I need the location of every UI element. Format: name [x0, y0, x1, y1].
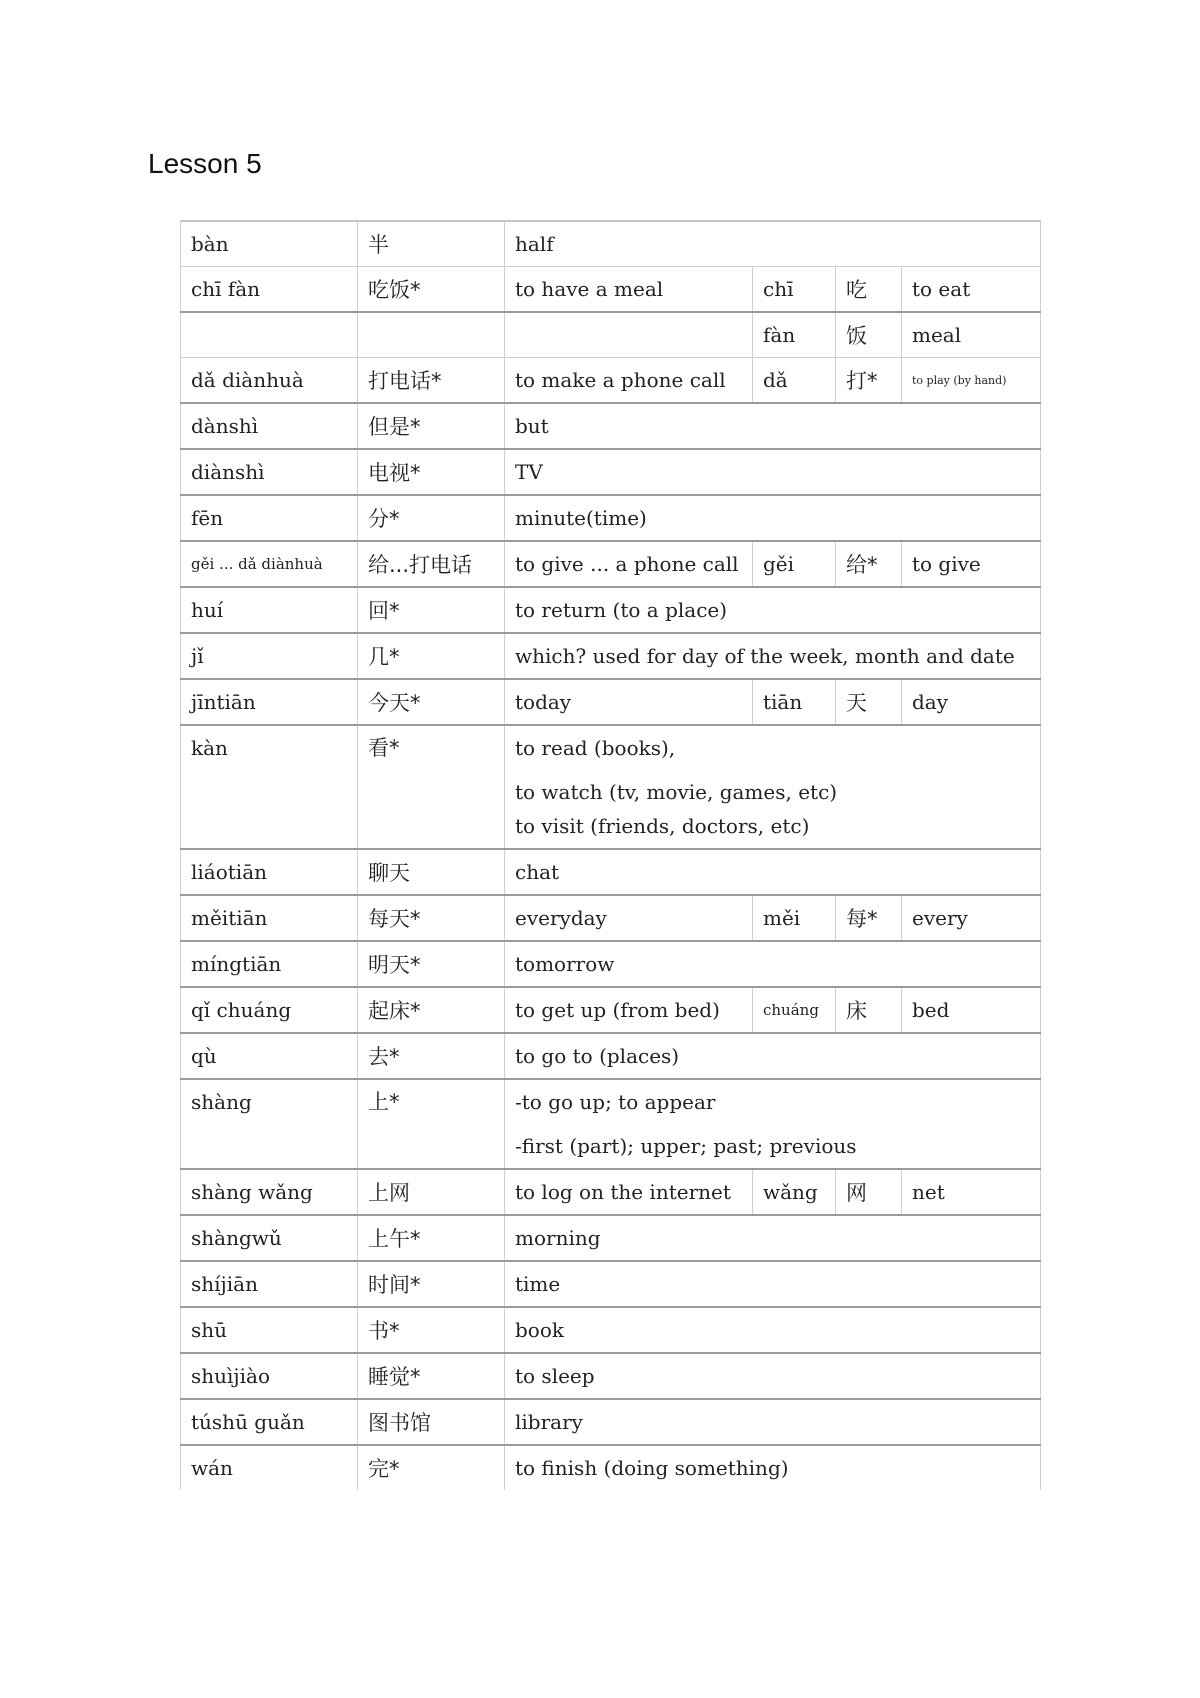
english-cell: to go to (places) — [505, 1033, 1041, 1079]
pinyin-cell: míngtiān — [181, 941, 358, 987]
table-row — [181, 895, 1041, 941]
hanzi-cell: 上午* — [358, 1215, 505, 1261]
sub-english-cell: to eat — [902, 267, 1041, 313]
table-row — [181, 1399, 1041, 1445]
hanzi-cell: 每天* — [358, 895, 505, 941]
english-cell: half — [505, 221, 1041, 267]
hanzi-cell: 起床* — [358, 987, 505, 1033]
english-cell: to return (to a place) — [505, 587, 1041, 633]
hanzi-cell: 回* — [358, 587, 505, 633]
pinyin-cell: jīntiān — [181, 679, 358, 725]
pinyin-text: kàn — [191, 736, 228, 760]
sub-pinyin-cell: wǎng — [753, 1169, 836, 1215]
hanzi-cell: 几* — [358, 633, 505, 679]
table-row — [181, 1261, 1041, 1307]
hanzi-cell: 给...打电话 — [358, 541, 505, 587]
table-row — [181, 587, 1041, 633]
pinyin-cell: huí — [181, 587, 358, 633]
english-cell: TV — [505, 449, 1041, 495]
sub-english-cell: day — [902, 679, 1041, 725]
english-line: to read (books), — [515, 736, 676, 760]
table-row — [181, 1445, 1041, 1490]
english-cell — [505, 1079, 1041, 1169]
table-row — [181, 1307, 1041, 1353]
sub-hanzi-cell: 饭 — [836, 312, 902, 358]
table-row — [181, 941, 1041, 987]
english-cell: today — [505, 679, 753, 725]
sub-hanzi-cell: 给* — [836, 541, 902, 587]
table-row — [181, 221, 1041, 267]
table-row — [181, 495, 1041, 541]
english-cell: to get up (from bed) — [505, 987, 753, 1033]
hanzi-cell: 分* — [358, 495, 505, 541]
english-line: to visit (friends, doctors, etc) — [515, 814, 810, 838]
table-row — [181, 267, 1041, 313]
pinyin-cell: bàn — [181, 221, 358, 267]
sub-english-cell: meal — [902, 312, 1041, 358]
pinyin-cell: qǐ chuáng — [181, 987, 358, 1033]
english-cell: which? used for day of the week, month and date — [505, 633, 1041, 679]
table-row — [181, 449, 1041, 495]
sub-hanzi-cell: 每* — [836, 895, 902, 941]
table-row — [181, 312, 1041, 358]
sub-hanzi-cell: 打* — [836, 358, 902, 404]
table-row — [181, 1169, 1041, 1215]
pinyin-cell — [181, 725, 358, 849]
pinyin-cell: túshū guǎn — [181, 1399, 358, 1445]
table-row — [181, 849, 1041, 895]
table-row — [181, 1033, 1041, 1079]
empty-cell — [181, 312, 358, 358]
pinyin-cell: dǎ diànhuà — [181, 358, 358, 404]
pinyin-cell: měitiān — [181, 895, 358, 941]
hanzi-cell: 吃饭* — [358, 267, 505, 313]
table-row — [181, 987, 1041, 1033]
english-cell: to make a phone call — [505, 358, 753, 404]
hanzi-cell: 电视* — [358, 449, 505, 495]
sub-english-cell: every — [902, 895, 1041, 941]
english-cell: minute(time) — [505, 495, 1041, 541]
sub-pinyin-cell: fàn — [753, 312, 836, 358]
sub-pinyin-cell: tiān — [753, 679, 836, 725]
pinyin-cell: shíjiān — [181, 1261, 358, 1307]
table-row — [181, 403, 1041, 449]
english-cell: morning — [505, 1215, 1041, 1261]
hanzi-cell: 打电话* — [358, 358, 505, 404]
english-cell: library — [505, 1399, 1041, 1445]
pinyin-cell: shàngwǔ — [181, 1215, 358, 1261]
sub-pinyin-cell: měi — [753, 895, 836, 941]
pinyin-cell: fēn — [181, 495, 358, 541]
hanzi-cell: 半 — [358, 221, 505, 267]
english-cell: everyday — [505, 895, 753, 941]
pinyin-cell: wán — [181, 1445, 358, 1490]
english-line: to watch (tv, movie, games, etc) — [515, 780, 838, 804]
hanzi-cell: 但是* — [358, 403, 505, 449]
table-row — [181, 633, 1041, 679]
pinyin-cell: jǐ — [181, 633, 358, 679]
english-cell: to log on the internet — [505, 1169, 753, 1215]
pinyin-cell: shàng wǎng — [181, 1169, 358, 1215]
hanzi-cell: 时间* — [358, 1261, 505, 1307]
pinyin-cell: shuìjiào — [181, 1353, 358, 1399]
sub-hanzi-cell: 网 — [836, 1169, 902, 1215]
table-row — [181, 541, 1041, 587]
english-cell: time — [505, 1261, 1041, 1307]
pinyin-cell: chī fàn — [181, 267, 358, 313]
english-cell: but — [505, 403, 1041, 449]
sub-hanzi-cell: 吃 — [836, 267, 902, 313]
pinyin-cell: qù — [181, 1033, 358, 1079]
english-cell: to give ... a phone call — [505, 541, 753, 587]
pinyin-cell: gěi ... dǎ diànhuà — [181, 541, 358, 587]
sub-hanzi-cell: 床 — [836, 987, 902, 1033]
hanzi-cell: 上网 — [358, 1169, 505, 1215]
table-row — [181, 1079, 1041, 1169]
english-cell: to finish (doing something) — [505, 1445, 1041, 1490]
pinyin-cell: dànshì — [181, 403, 358, 449]
hanzi-cell: 聊天 — [358, 849, 505, 895]
empty-cell — [358, 312, 505, 358]
hanzi-cell: 书* — [358, 1307, 505, 1353]
vocabulary-table — [180, 220, 1041, 1490]
hanzi-cell: 完* — [358, 1445, 505, 1490]
sub-english-cell: bed — [902, 987, 1041, 1033]
table-row — [181, 679, 1041, 725]
english-cell: to have a meal — [505, 267, 753, 313]
sub-pinyin-cell: chī — [753, 267, 836, 313]
table-row — [181, 358, 1041, 404]
hanzi-cell: 图书馆 — [358, 1399, 505, 1445]
pinyin-cell: diànshì — [181, 449, 358, 495]
pinyin-cell — [181, 1079, 358, 1169]
hanzi-cell — [358, 1079, 505, 1169]
english-cell: chat — [505, 849, 1041, 895]
english-line: -first (part); upper; past; previous — [515, 1134, 857, 1158]
sub-english-cell: to play (by hand) — [902, 358, 1041, 404]
sub-pinyin-cell: chuáng — [753, 987, 836, 1033]
pinyin-cell: shū — [181, 1307, 358, 1353]
hanzi-cell: 明天* — [358, 941, 505, 987]
sub-pinyin-cell: gěi — [753, 541, 836, 587]
sub-english-cell: net — [902, 1169, 1041, 1215]
empty-cell — [505, 312, 753, 358]
pinyin-cell: liáotiān — [181, 849, 358, 895]
table-row — [181, 725, 1041, 849]
pinyin-text: shàng — [191, 1090, 252, 1114]
table-row — [181, 1215, 1041, 1261]
sub-pinyin-cell: dǎ — [753, 358, 836, 404]
english-cell — [505, 725, 1041, 849]
hanzi-text: 上* — [368, 1090, 400, 1114]
hanzi-cell — [358, 725, 505, 849]
table-row — [181, 1353, 1041, 1399]
sub-hanzi-cell: 天 — [836, 679, 902, 725]
hanzi-cell: 睡觉* — [358, 1353, 505, 1399]
hanzi-text: 看* — [368, 736, 400, 760]
english-cell: to sleep — [505, 1353, 1041, 1399]
sub-english-cell: to give — [902, 541, 1041, 587]
page-title: Lesson 5 — [148, 148, 262, 179]
english-line: -to go up; to appear — [515, 1090, 716, 1114]
english-cell: book — [505, 1307, 1041, 1353]
english-cell: tomorrow — [505, 941, 1041, 987]
hanzi-cell: 今天* — [358, 679, 505, 725]
hanzi-cell: 去* — [358, 1033, 505, 1079]
